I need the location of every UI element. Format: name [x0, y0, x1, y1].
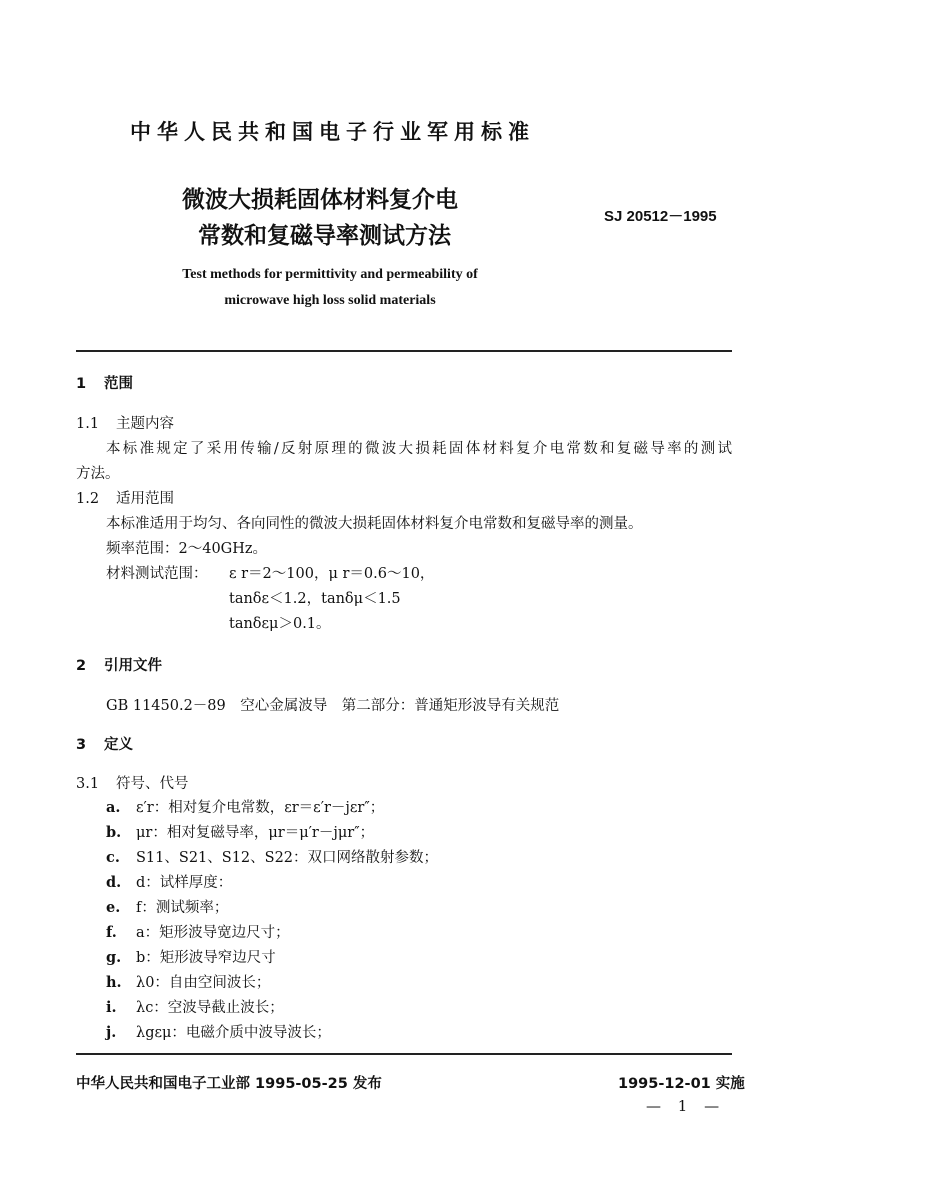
title-english-line-1: Test methods for permittivity and permeability of	[182, 267, 478, 282]
section-3-heading: 3 定义	[76, 737, 133, 753]
material-range-line-2: tanδε＜1.2，tanδμ＜1.5	[229, 591, 401, 607]
standard-header: 中华人民共和国电子行业军用标准	[130, 120, 535, 144]
title-chinese	[182, 182, 458, 254]
bottom-rule	[76, 1053, 732, 1055]
section-1-1-text-2: 方法。	[76, 466, 120, 482]
page-number: — 1 —	[646, 1097, 726, 1115]
section-2-heading: 2 引用文件	[76, 658, 162, 674]
title-chinese-line-2: 常数和复磁导率测试方法	[198, 223, 451, 249]
material-range-line-1: 材料测试范围： ε r＝2～100，μ r＝0.6～10，	[106, 566, 435, 582]
section-1-heading: 1 范围	[76, 376, 133, 392]
symbol-item: i. λc：空波导截止波长；	[106, 999, 284, 1016]
symbol-item: e. f：测试频率；	[106, 899, 229, 916]
section-1-1-heading: 1.1 主题内容	[76, 416, 174, 432]
symbol-item: d. d：试样厚度：	[106, 874, 233, 891]
standard-code: SJ 20512－1995	[604, 208, 717, 225]
section-1-1-text-1: 本标准规定了采用传输/反射原理的微波大损耗固体材料复介电常数和复磁导率的测试	[106, 441, 732, 457]
frequency-range: 频率范围：2～40GHz。	[106, 541, 268, 557]
effective-date: 1995-12-01 实施	[618, 1076, 745, 1092]
symbol-item: g. b：矩形波导窄边尺寸	[106, 949, 276, 966]
symbol-item: a. ε′r：相对复介电常数，εr＝ε′r－jεr″；	[106, 799, 385, 816]
section-3-1-heading: 3.1 符号、代号	[76, 776, 189, 792]
title-chinese-line-1: 微波大损耗固体材料复介电	[182, 187, 458, 213]
section-1-2-heading: 1.2 适用范围	[76, 491, 174, 507]
symbol-item: c. S11、S21、S12、S22：双口网络散射参数；	[106, 849, 439, 866]
symbol-item: j. λgεμ：电磁介质中波导波长；	[106, 1024, 331, 1041]
title-english-line-2: microwave high loss solid materials	[224, 293, 436, 308]
title-english	[140, 262, 520, 314]
top-rule	[76, 350, 732, 352]
reference-document: GB 11450.2－89 空心金属波导 第二部分：普通矩形波导有关规范	[106, 698, 560, 714]
material-range-line-3: tanδεμ＞0.1。	[229, 616, 331, 632]
symbol-item: f. a：矩形波导宽边尺寸；	[106, 924, 290, 941]
section-1-2-text: 本标准适用于均匀、各向同性的微波大损耗固体材料复介电常数和复磁导率的测量。	[106, 516, 643, 532]
issue-info: 中华人民共和国电子工业部 1995-05-25 发布	[76, 1076, 382, 1092]
symbol-item: b. μr：相对复磁导率，μr＝μ′r－jμr″；	[106, 824, 375, 841]
symbol-item: h. λ0：自由空间波长；	[106, 974, 271, 991]
